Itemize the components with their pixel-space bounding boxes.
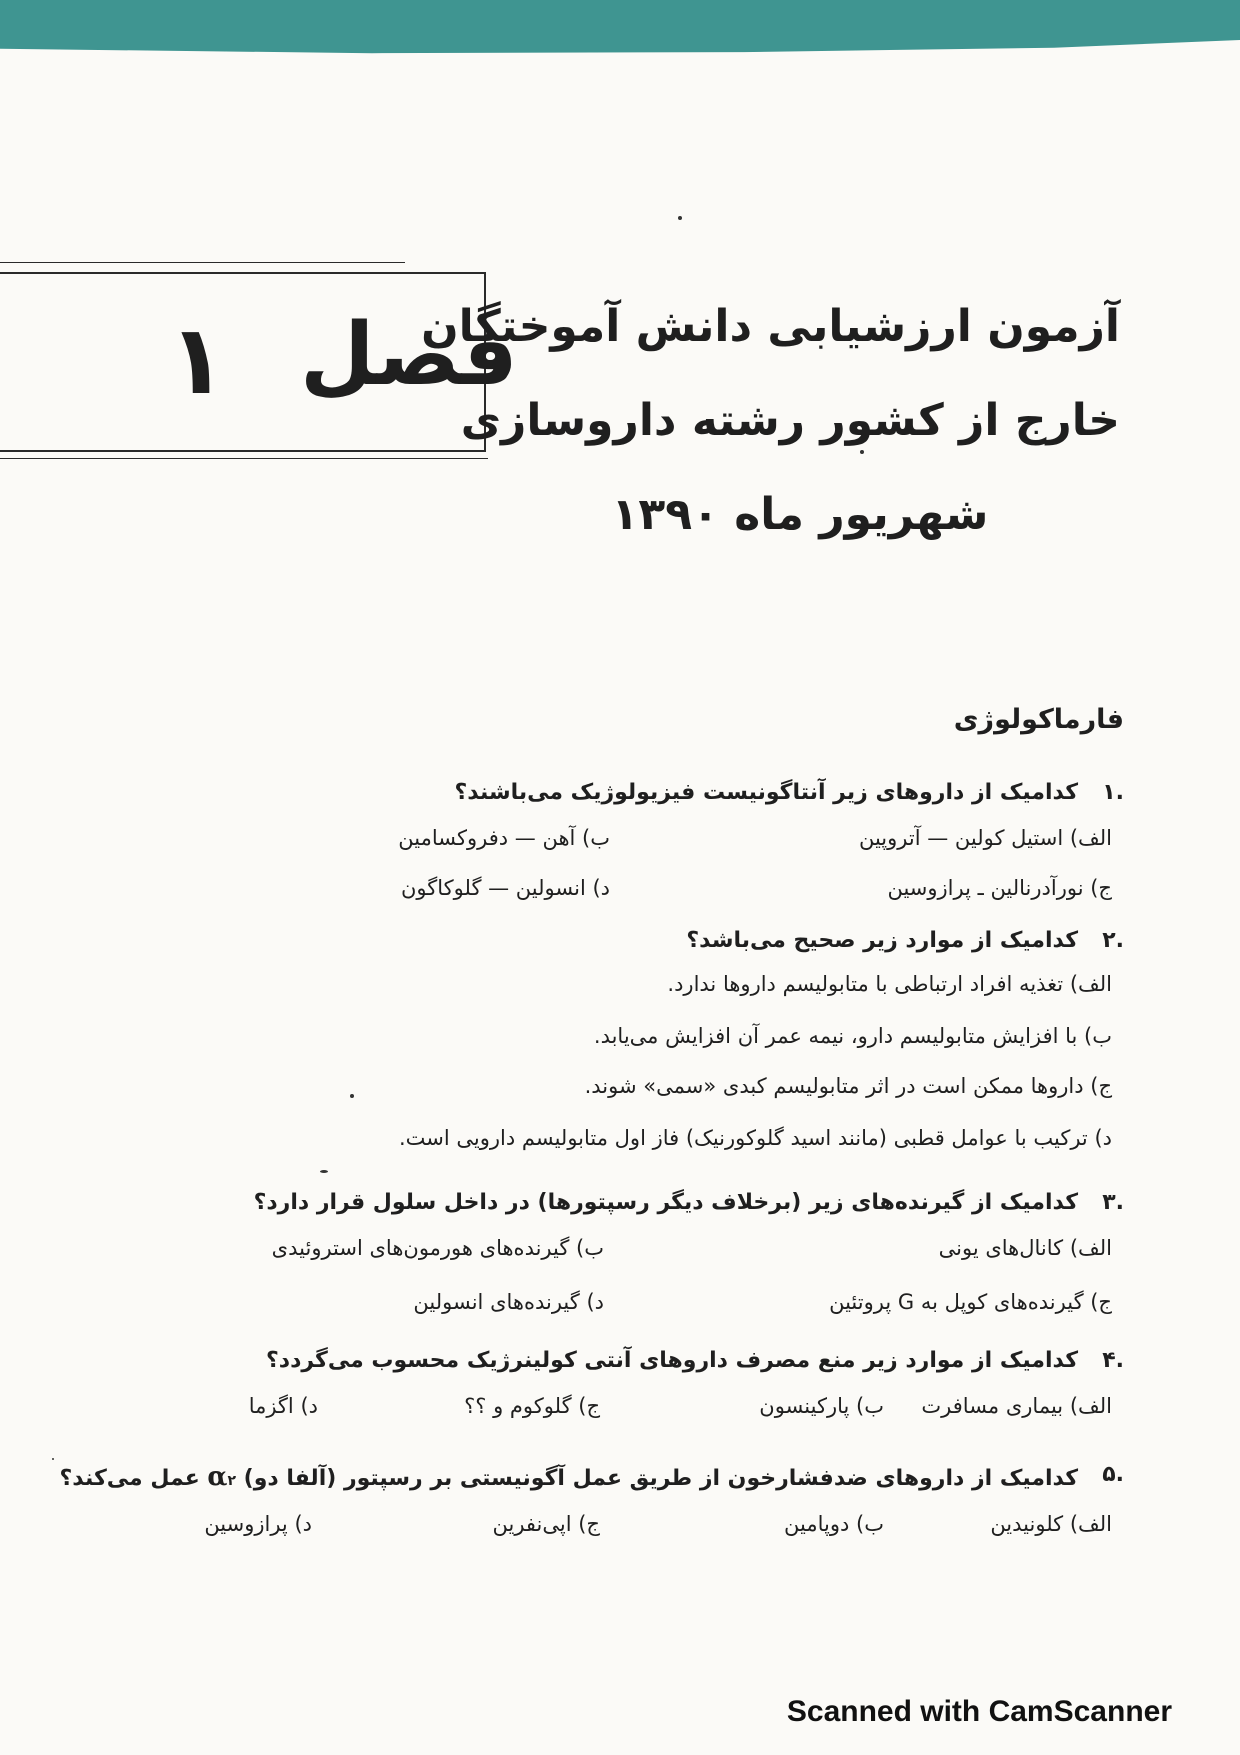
question-4-option-b: ب) پارکینسون <box>759 1394 884 1418</box>
question-5-text-before: کدامیک از داروهای ضدفشارخون از طریق عمل آگونیستی بر رسپتور (آلفا دو) <box>243 1466 1078 1491</box>
scan-speck <box>350 1094 354 1098</box>
question-4-option-d: د) اگزما <box>248 1394 318 1418</box>
section-heading: فارماکولوژی <box>953 704 1124 735</box>
exam-title <box>421 280 1120 562</box>
exam-title-line-3: شهریور ماه ۱۳۹۰ <box>611 489 989 540</box>
question-3-number: .۳ <box>1102 1190 1124 1215</box>
question-1-option-b: ب) آهن — دفروکسامین <box>398 826 610 850</box>
question-3-text: کدامیک از گیرنده‌های زیر (برخلاف دیگر رسپتورها) در داخل سلول قرار دارد؟ <box>253 1190 1078 1215</box>
question-1-option-a: الف) استیل کولین — آتروپین <box>858 826 1112 850</box>
question-2-text: کدامیک از موارد زیر صحیح می‌باشد؟ <box>686 928 1078 953</box>
question-3-option-a: الف) کانال‌های یونی <box>938 1236 1112 1260</box>
question-5-text <box>60 1462 1078 1492</box>
chapter-box-rule-top <box>0 262 405 263</box>
chapter-number: ۱ <box>168 304 227 416</box>
chapter-box-rule-bottom <box>0 458 488 459</box>
question-2-number: .۲ <box>1102 928 1124 953</box>
question-2-option-d: د) ترکیب با عوامل قطبی (مانند اسید گلوکورنیک) فاز اول متابولیسم دارویی است. <box>398 1126 1112 1150</box>
question-3-option-c: ج) گیرنده‌های کوپل به G پروتئین <box>829 1290 1112 1314</box>
exam-title-line-2: خارج از کشور رشته داروسازی <box>460 395 1120 446</box>
scan-speck <box>320 1170 328 1173</box>
question-4-option-a: الف) بیماری مسافرت <box>921 1394 1112 1418</box>
alpha-symbol: α <box>207 1462 228 1492</box>
question-5-text-after: عمل می‌کند؟ <box>59 1466 200 1491</box>
question-4-number: .۴ <box>1102 1348 1124 1373</box>
question-1-text: کدامیک از داروهای زیر آنتاگونیست فیزیولوژیک می‌باشند؟ <box>454 780 1078 805</box>
question-2-option-b: ب) با افزایش متابولیسم دارو، نیمه عمر آن افزایش می‌یابد. <box>593 1024 1112 1048</box>
alpha-subscript: ۲ <box>227 1473 236 1489</box>
scan-speck <box>860 450 864 454</box>
question-5-option-a: الف) کلونیدین <box>990 1512 1112 1536</box>
question-5-option-b: ب) دوپامین <box>784 1512 884 1536</box>
question-1-number: .۱ <box>1102 780 1124 805</box>
question-1-option-d: د) انسولین — گلوکاگون <box>400 876 610 900</box>
chapter-label: فصل <box>300 305 518 405</box>
question-2-option-c: ج) داروها ممکن است در اثر متابولیسم کبدی «سمی» شوند. <box>584 1074 1112 1098</box>
question-1-option-c: ج) نورآدرنالین ـ پرازوسین <box>887 876 1112 900</box>
scan-speck <box>52 1458 54 1460</box>
scanner-watermark: Scanned with CamScanner <box>786 1695 1172 1728</box>
scan-speck <box>678 216 682 220</box>
question-5-number: .۵ <box>1102 1462 1124 1487</box>
question-3-option-b: ب) گیرنده‌های هورمون‌های استروئیدی <box>271 1236 604 1260</box>
question-5-option-c: ج) اپی‌نفرین <box>492 1512 600 1536</box>
question-5-option-d: د) پرازوسین <box>204 1512 312 1536</box>
question-4-text: کدامیک از موارد زیر منع مصرف داروهای آنتی کولینرژیک محسوب می‌گردد؟ <box>266 1348 1078 1373</box>
question-3-option-d: د) گیرنده‌های انسولین <box>413 1290 604 1314</box>
question-4-option-c: ج) گلوکوم و ؟؟ <box>464 1394 600 1418</box>
exam-title-line-1: آزمون ارزشیابی دانش آموختگان <box>421 301 1120 352</box>
question-2-option-a: الف) تغذیه افراد ارتباطی با متابولیسم داروها ندارد. <box>667 972 1112 996</box>
